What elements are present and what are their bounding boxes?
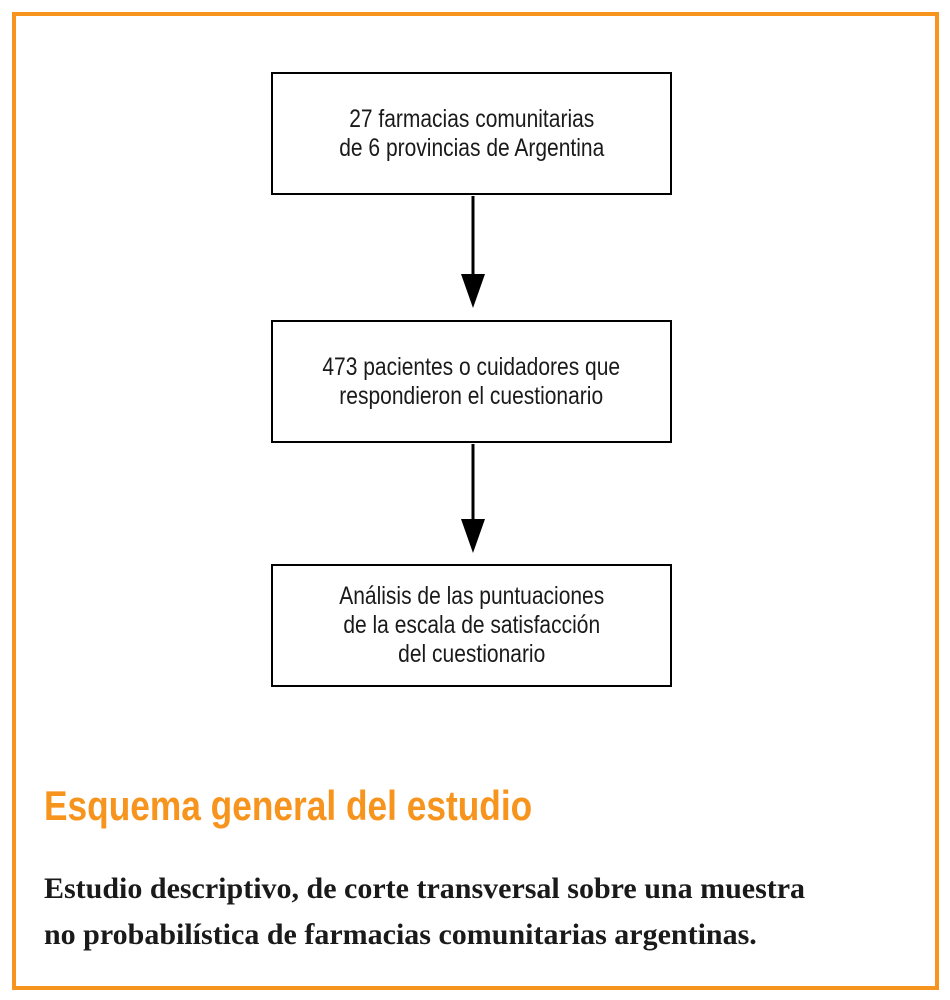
figure-title: Esquema general del estudio: [44, 782, 533, 829]
description-line-2: no probabilística de farmacias comunitarias argentinas.: [44, 918, 757, 951]
flow-box-pharmacies-text: 27 farmacias comunitarias de 6 provincias de Argentina: [338, 104, 605, 162]
arrow-2: [461, 444, 485, 553]
flow-arrows: [16, 16, 935, 986]
flow-box-analysis: [271, 564, 672, 687]
figure-frame: [12, 12, 939, 990]
flow-box-analysis-text: Análisis de las puntuaciones de la escala de satisfacción del cuestionario: [338, 582, 604, 668]
description-line-1: Estudio descriptivo, de corte transversal sobre una muestra: [44, 872, 806, 905]
flow-box-patients: [271, 320, 672, 443]
flow-box-patients-text: 473 pacientes o cuidadores que respondieron el cuestionario: [322, 352, 621, 410]
figure-description: [44, 866, 924, 958]
arrow-1: [461, 196, 485, 308]
